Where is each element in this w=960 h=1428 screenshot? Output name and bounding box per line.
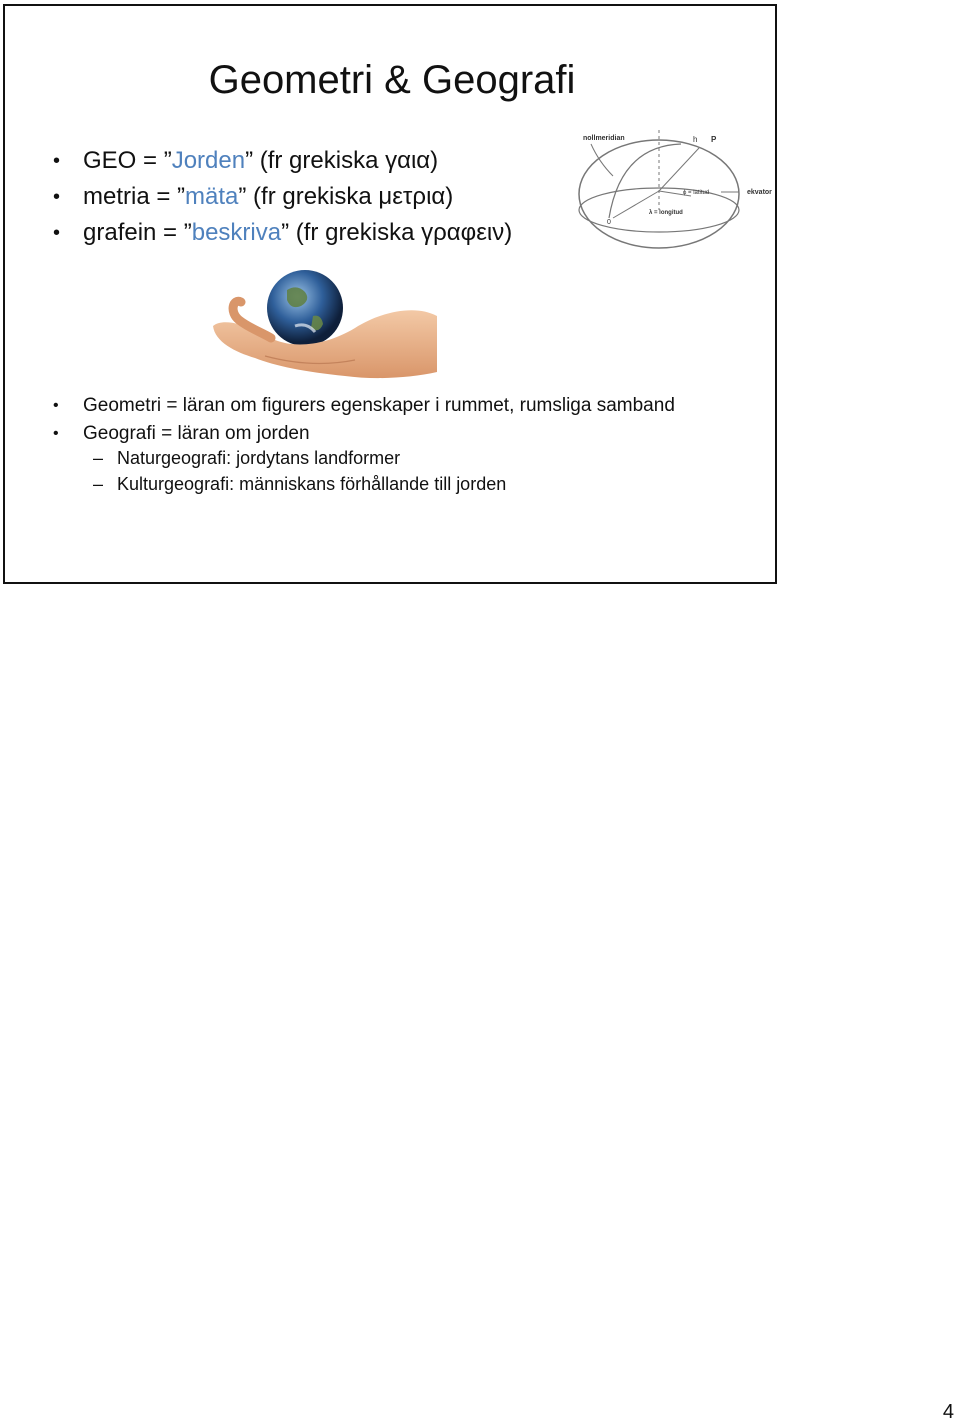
slide: [3, 4, 777, 584]
bullet-metria: • metria = ”mäta” (fr grekiska μετρια): [53, 180, 593, 216]
label-longitud: λ = longitud: [649, 210, 683, 216]
bullet-geo: • GEO = ”Jorden” (fr grekiska γαια): [53, 144, 593, 180]
radius-line: [659, 148, 699, 191]
earth-globe: [267, 270, 343, 346]
hand-holding-earth-illustration: [205, 268, 441, 386]
sub-bullet-naturgeografi: – Naturgeografi: jordytans landformer: [53, 445, 753, 471]
bottom-bullet-list: [53, 394, 753, 497]
label-h: h: [693, 135, 698, 144]
label-nollmeridian: nollmeridian: [583, 135, 625, 142]
highlight-term: beskriva: [191, 219, 282, 246]
pointer-arrow-icon: [591, 144, 613, 176]
bullet-geografi: • Geografi = läran om jorden: [53, 423, 310, 444]
bullet-dot-icon: •: [53, 425, 59, 442]
dash-icon: –: [93, 448, 104, 468]
highlight-term: mäta: [185, 183, 239, 210]
page-number: 4: [942, 1401, 954, 1423]
label-ekvator: ekvator: [747, 189, 772, 196]
bullet-dot-icon: •: [53, 397, 59, 414]
label-p: P: [711, 135, 717, 144]
prime-meridian: [609, 144, 681, 218]
label-zero: 0: [607, 219, 611, 226]
bullet-dot-icon: •: [53, 186, 61, 208]
top-bullet-list: [53, 144, 593, 252]
slide-title: Geometri & Geografi: [208, 58, 576, 102]
dash-icon: –: [93, 474, 104, 494]
bullet-geometri: • Geometri = läran om figurers egenskaper i rummet, rumsliga samband: [53, 395, 675, 416]
bullet-grafein: • grafein = ”beskriva” (fr grekiska γραφειν): [53, 216, 593, 252]
sub-bullet-kulturgeografi: – Kulturgeografi: människans förhållande till jorden: [53, 471, 753, 497]
sphere-coordinate-diagram: [571, 126, 781, 256]
bullet-dot-icon: •: [53, 222, 61, 244]
bullet-dot-icon: •: [53, 150, 61, 172]
label-latitud: ϕ = latitud: [683, 190, 710, 196]
highlight-term: Jorden: [171, 147, 246, 174]
